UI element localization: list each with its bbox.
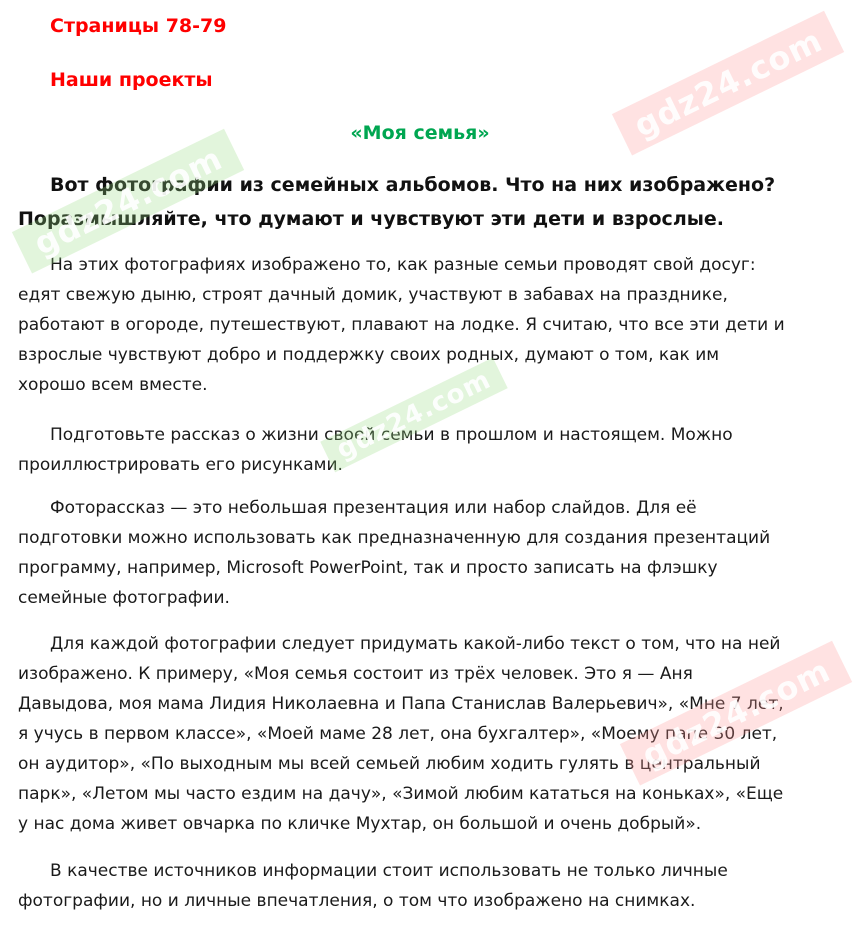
project-title: «Моя семья» — [350, 122, 490, 144]
watermark-left: gdz24.com — [12, 129, 245, 274]
page-numbers-heading: Страницы 78-79 — [50, 15, 227, 37]
answer-paragraph-5: В качестве источников информации стоит использовать не только личные фотографии, но и личные впечатления, о том что изображено на снимках. — [18, 861, 728, 911]
answer-paragraph-2: Подготовьте рассказ о жизни своей семьи в прошлом и настоящем. Можно проиллюстрировать его рисунками. — [18, 425, 733, 475]
section-heading: Наши проекты — [50, 69, 213, 91]
task-question: Вот фотографии из семейных альбомов. Что на них изображено? Поразмышляйте, что думают и чувствуют эти дети и взрослые. — [18, 174, 776, 230]
answer-paragraph-3: Фоторассказ — это небольшая презентация или набор слайдов. Для её подготовки можно использовать как предназначенную для создания презентаций программу, например, Microsoft PowerPoint, так и просто записать на флэшку семейные фотографии. — [18, 498, 771, 608]
answer-paragraph-1: На этих фотографиях изображено то, как разные семьи проводят свой досуг: едят свежую дыню, строят дачный домик, участвуют в забавах на празднике, работают в огороде, путешествуют, плавают на лодке. Я считаю, что все эти дети и взрослые чувствуют добро и поддержку своих родных, думают о том, как им хорошо всем вместе. — [18, 255, 785, 395]
watermark-top-right: gdz24.com — [612, 11, 845, 156]
watermark-bottom-right: gdz24.com — [620, 641, 853, 786]
watermark-center: gdz24.com — [320, 358, 507, 473]
answer-paragraph-4: Для каждой фотографии следует придумать какой-либо текст о том, что на ней изображено. К примеру, «Моя семья состоит из трёх человек. Это я — Аня Давыдова, моя мама Лидия Николаевна и Папа Станислав Валерьевич», «Мне 7 лет, я учусь в первом классе», «Моей маме 28 лет, она бухгалтер», «Моему папе 30 лет, он аудитор», «По выходным мы всей семьей любим ходить гулять в центральный парк», «Летом мы часто ездим на дачу», «Зимой любим кататься на коньках», «Еще у нас дома живет овчарка по кличке Мухтар, он большой и очень добрый». — [18, 634, 784, 834]
